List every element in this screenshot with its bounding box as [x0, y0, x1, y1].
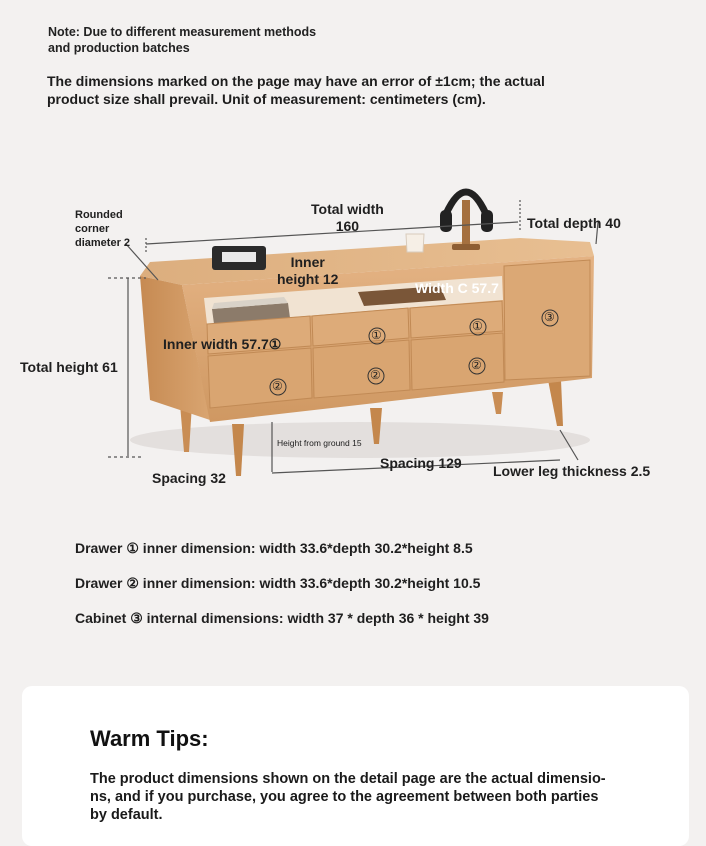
marker-drawer-1-right: ① [472, 319, 483, 333]
leg-right-back [492, 392, 503, 414]
drawer-1c [410, 301, 503, 338]
headphone-cup-left [440, 210, 452, 232]
disclaimer-line-2: product size shall prevail. Unit of measurement: centimeters (cm). [47, 91, 486, 107]
height-from-ground-label: Height from ground 15 [277, 438, 362, 448]
width-c-label: Width C 57.7 [415, 280, 499, 296]
marker-drawer-2-right: ② [471, 358, 482, 372]
total-depth-label: Total depth 40 [527, 215, 621, 231]
warm-tips-line-3: by default. [90, 807, 163, 823]
rounded-corner-line-3: diameter 2 [75, 237, 131, 249]
warm-tips-card [22, 686, 689, 846]
rounded-corner-label [75, 208, 130, 250]
warm-tips-body [90, 770, 630, 824]
headphone-stand-base [452, 244, 480, 250]
spec-cabinet-3: Cabinet ③ internal dimensions: width 37 * depth 36 * height 39 [75, 610, 489, 626]
note-line-2: and production batches [48, 41, 190, 55]
total-width-label [311, 201, 384, 235]
inner-height-label [277, 254, 338, 288]
drawer-2a [208, 348, 312, 408]
rounded-corner-line-1: Rounded [75, 209, 123, 221]
disclaimer-line-1: The dimensions marked on the page may have an error of ±1cm; the actual [47, 73, 545, 89]
warm-tips-title: Warm Tips: [90, 726, 209, 751]
spacing-129-label: Spacing 129 [380, 455, 462, 471]
total-height-label: Total height 61 [20, 359, 118, 375]
marker-drawer-1-mid: ① [371, 328, 382, 342]
headphone-stand [462, 200, 470, 248]
mug [406, 234, 424, 252]
marker-drawer-2-left: ② [272, 379, 283, 393]
inner-height-line-1: Inner [290, 254, 325, 270]
marker-drawer-2-mid: ② [370, 368, 381, 382]
spacing-32-label: Spacing 32 [152, 470, 226, 486]
warm-tips-line-1: The product dimensions shown on the detail page are the actual dimensio- [90, 771, 606, 787]
warm-tips-line-2: ns, and if you purchase, you agree to the agreement between both parties [90, 789, 599, 805]
leg-right-front [548, 380, 563, 426]
drawer-2c [411, 333, 504, 390]
drawer-2b [313, 340, 410, 398]
inner-width-label: Inner width 57.7① [163, 336, 282, 352]
total-width-line-2: 160 [335, 218, 360, 234]
inner-height-line-2: height 12 [277, 271, 339, 287]
marker-cabinet-3: ③ [544, 310, 555, 324]
spec-drawer-2: Drawer ② inner dimension: width 33.6*depth 30.2*height 10.5 [75, 575, 481, 591]
rounded-corner-line-2: corner [75, 223, 110, 235]
total-width-line-1: Total width [311, 201, 384, 217]
spec-drawer-1: Drawer ① inner dimension: width 33.6*depth 30.2*height 8.5 [75, 540, 473, 556]
headphone-cup-right [481, 210, 493, 232]
note-line-1: Note: Due to different measurement methods [48, 25, 317, 39]
lower-leg-label: Lower leg thickness 2.5 [493, 463, 651, 479]
alarm-clock-face [222, 252, 256, 262]
